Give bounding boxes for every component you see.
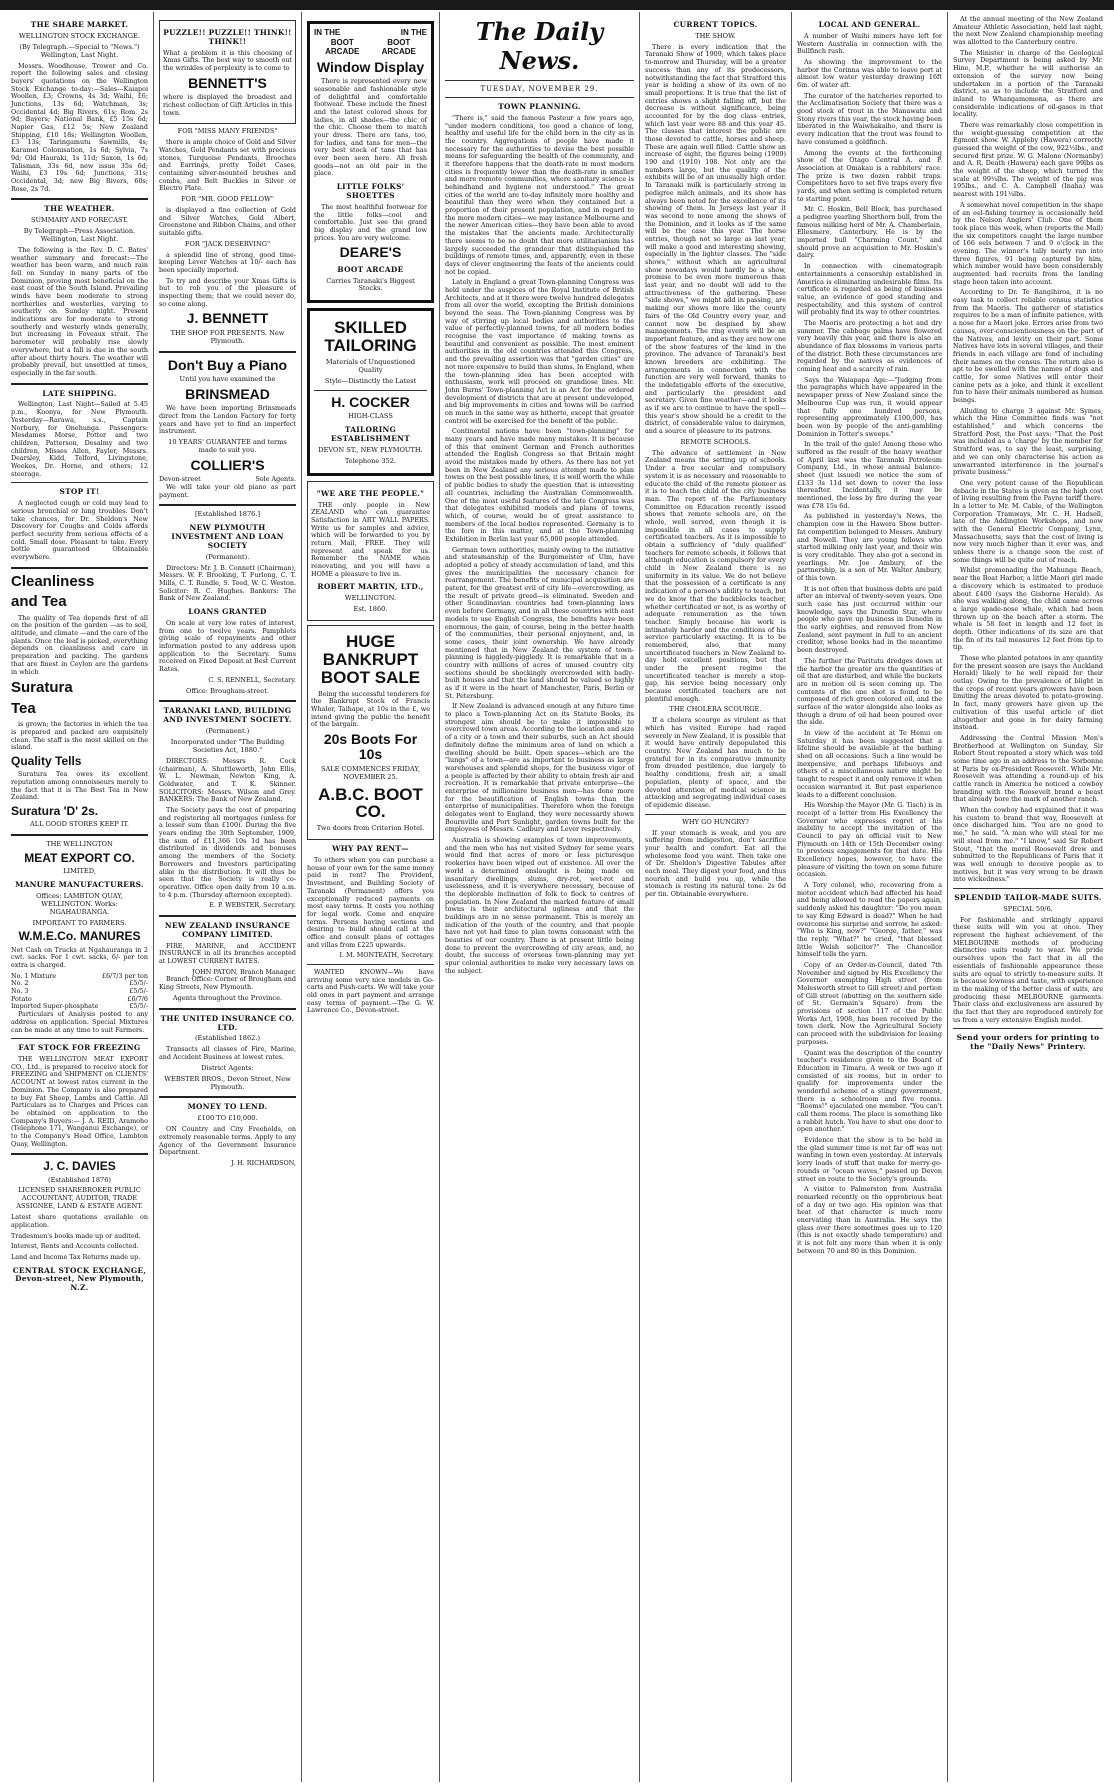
fat-stock-body: THE WELLINGTON MEAT EXPORT CO., Ltd., is prepared to receive stock for FREEZING and SHIPMENT on CLIENTS' ACCOUNT at lowest rates current in the Dominion. The Company is also prepared to buy Fat Sheep, Lambs and Cattle. All Particulars as to Charges and Prices can be obtained on application to the Company's Buyers:— J. A. REID, Aramoho (Telephone 171, Wanganui Exchange), or to the Company's Head Office, Lambton Quay, Wellington.	[11, 1055, 148, 1148]
issue-date: TUESDAY, NOVEMBER 29.	[480, 84, 599, 93]
paton: JOHN PATON, Branch Manager.	[192, 967, 296, 976]
united-body: Transacts all classes of Fire, Marine, and Accident Business at lowest rates.	[159, 1045, 296, 1062]
bankrupt-body: Being the successful tenderers for the Bankrupt Stock of Francis Whaler, Taihape, at 10s in the £, we intend giving the public the benefit of the bargain.	[311, 689, 430, 729]
taranaki-permanent: (Permanent.)	[205, 727, 250, 736]
hungry-subheading: WHY GO HUNGRY?	[682, 817, 749, 826]
established-1876: [Established 1876.]	[194, 510, 261, 519]
why-pay-rent-body: To others when you can purchase a house of your own for the same money paid in rent? The Provident, Investment, and Building Society of Taranaki (Permanent) offers you exceptionally reduced payments on most easy terms. It costs you nothing for legal work. Come and enquire terms. Persons having sections and desiring to build should call at the office and consult plans of cottages and villas from £225 upwards.	[307, 856, 434, 949]
telephone: Telephone 352.	[344, 456, 397, 465]
local-item: Whilst promenading the Mahunga Beach, near the Boat Harbor, a little Maori girl made a discovery which is estimated to produce about £400 (says the Gisborne Herald). As she was walking along, the child came across a large spade-nose whale, which had been thrown up on the beach after a storm. The whale is 58 feet in length and 12 feet in depth. Other indications of its size are that the fin of its tail measures 12 feet from tip to tip.	[953, 566, 1103, 652]
for-good-fellow-body: is displayed a fine collection of Gold and Silver Watches, Gold Albert, Greenstone and Ribbon Chains, and other suitable gifts.	[159, 205, 296, 237]
davies-item: Latest share quotations available on application.	[11, 1213, 148, 1229]
local-item: The Maoris are protecting a hot and dry summer. The cabbage palms have flowered very heavily this year, and there is also an abundance of flax blossoms in various parts of the district. Both these circumstances are regarded by the natives as evidences of coming heat and a scarcity of rain.	[797, 318, 942, 374]
style-line: Style—Distinctly the Latest	[324, 376, 417, 385]
richardson: J. H. RICHARDSON,	[231, 1159, 296, 1168]
divider	[445, 80, 634, 81]
for-good-fellow-head: FOR "MR. GOOD FELLOW"	[181, 194, 274, 203]
suratura-d-title: Suratura 'D' 2s.	[11, 803, 99, 818]
local-item: There was remarkably close competition in the weight-guessing competition at the Egmont show. W. Appleby (Hawera) correctly guessed the weight of the cow, 922½lbs., and secured first prize. W. G. Malone (Normanby) and A. R. Death (Hawera) each gave 99lbs as the weight of the sheep, which turned the scale at 99¼lbs. The weight of the pig was 195lbs., and C. A. Campbell (Inaha) was nearest with 191¼lbs.	[953, 120, 1103, 199]
important-farmers: IMPORTANT TO FARMERS.	[32, 918, 127, 927]
local-item: In the trail of the gale! Among those who suffered as the result of the heavy weather of April last was the Taranaki Petroleum Company, Ltd., in whose annual balance-sheet (just issued) we notice the sum of £133 3s 11d set down to cover the loss thereafter. Incidentally, it may be mentioned, the loss by fire during the year was £78 15s 6d.	[797, 440, 942, 510]
local-item: His Worship the Mayor (Mr. G. Tisch) is in receipt of a letter from His Excellency the Governor who expresses regret at his inability to accept the invitation of the Council to pay an official visit to New Plymouth on 14th or 15th December owing to previous engagements for that date. His Excellency hopes, however, to have the pleasure of visiting the town on some future occasion.	[797, 801, 942, 879]
devon-st: DEVON ST., NEW PLYMOUTH.	[318, 445, 423, 454]
local-item: According to Dr. Te Rangihiroa, it is no easy task to collect reliable census statistics from the Maoris. The gatherer of statistics requires to be a man of infinite patience, with a nose for a Maori joke. Errors arise from two causes, over-conscientiousness on the part of the Natives, and levity on their part. Some Natives have lots in several villages, and their friends in each village are fond of including their names on the census. The return also is apt to be swelled with the names of dogs and cattle, for some Natives will enter their canine pets as a joke, and think it excellent fun to have their animals numbered as human beings.	[953, 288, 1103, 404]
divider	[445, 97, 634, 98]
show-subheading: THE SHOW.	[695, 31, 736, 40]
divider	[11, 834, 148, 836]
local-general-heading: LOCAL AND GENERAL.	[818, 20, 921, 29]
local-item: The Minister in charge of the Geological Survey Department is being asked by Mr. Hine, M.P., whether he will authorise an extension of the survey now being undertaken in a portion of the Taranaki district, so as to include the Stratford and inland to Whangamomona, as there are considerable indications of oil-gases in that locality.	[953, 48, 1103, 119]
suratura-body: is grown; the factories in which the tea is prepared and packed are exquisitely clean. The staff is the most skilled on the island.	[11, 720, 148, 752]
local-item: Among the events at the forthcoming show of the Otago Central A. and P. Association at Omakau is a rabbiters' race. The prize is two dozen rabbit traps. Competitors have to set five traps every five yards, and when setting is completed return to starting point.	[797, 148, 942, 203]
cleanliness-title: Cleanliness	[11, 572, 95, 590]
local-item: Those who planted potatoes in any quantity for the present season are (says the Auckland Herald) likely to be well repaid for their outlay. Owing to the prevalence of blight in the crops of recent years growers have been limiting the areas devoted to potato-growing. In fact, many growers have given up the cultivation of this useful article of diet altogether and gone in for dairy farming instead.	[953, 654, 1103, 732]
editorial-paragraph: German town authorities, mainly owing to the initiative and statesmanship of the Burgomeister of Ulm, have adopted a policy of steady accumulation of land, and this gives the municipalities the necessary chance for rearrangement. The benefits of municipal acquisition are patent, for the greatest evil of city life—overcrowding, as the result of private greed—is eliminated. Sweden and other Scandinavian countries had town-planning laws even before Germany, and in all these countries with east models to use English Congress, the benefits have been enormous, the gain, of course, being in the better health of the communities, their personal enjoyment, and, in some cases, their joint ownership. We have already mentioned that in New Zealand the system of town-planning is higgledy-piggledy. It is remarkable that in a country with millions of acres of unused country city sections should be shockingly overcrowded with badly-built houses and that the land should be valued so highly as if it were in the heart of Manchester, Paris, Berlin or St. Petersburg.	[445, 545, 634, 700]
share-dateline: (By Telegraph.—Special to "News.") Wellington, Last Night.	[19, 42, 140, 59]
column-5-current-topics	[640, 12, 792, 1782]
money-amount: £100 TO £10,000.	[197, 1114, 258, 1123]
huge-bankrupt-title: HUGE BANKRUPT BOOT SALE	[320, 632, 421, 687]
bennetts-body: where is displayed the broadest and richest collection of Gift Articles in this town.	[163, 93, 292, 117]
we-are-the-people: "WE ARE THE PEOPLE."	[316, 488, 425, 498]
meat-offices: Offices: LAMBTON QUAY, WELLINGTON. Works: NGAHAURANGA.	[36, 891, 123, 916]
masthead-strip	[0, 0, 1114, 10]
in-the-row: IN THE IN THE	[314, 28, 427, 37]
sale-commences: SALE COMMENCES FRIDAY, NOVEMBER 25.	[320, 764, 421, 781]
local-item: One very potent cause of the Republican debacle in the States is given as the high cost of living resulting from the Payne tariff there. In a letter to Mr. M. Cable, of the Wellington Corporation Tramways, Mr. C. H. Hadsell, late of the Addington Workshops, and now with the General Electric Company, Lynn, Massachusetts, says that the cost of living is now very much higher than it ever was, and unless there is a change soon the cost of some things will be quite out of reach.	[953, 478, 1103, 564]
monteath: I. M. MONTEATH, Secretary.	[339, 951, 434, 960]
bankrupt-sale-ad	[307, 625, 434, 840]
cocker-ad	[307, 308, 434, 475]
cholera-subheading: THE CHOLERA SCOURGE.	[669, 705, 762, 714]
remote-schools-subheading: REMOTE SCHOOLS.	[680, 437, 751, 446]
local-item: Addressing the Central Mission Men's Brotherhood at Wellington on Sunday, Sir Robert Stout repeated a story which was told some time ago in an address to the Sorbonne at Paris by ex-President Roosevelt. While Mr. Roosevelt was attending a round-up of his cattle ranch in America he noticed a cowboy branding with the Roosevelt brand a beast that already bore the mark of another ranch.	[953, 733, 1103, 804]
boot-arcade-row: BOOT ARCADE BOOT ARCADE	[325, 37, 416, 57]
local-item: In connection with cinematograph entertainments a censorship established in America is eliminating undesirable films. Its certificate is regarded as being of business value, an evidence of good standing and respectability, and this system of control will probably find its way to other countries.	[797, 262, 942, 317]
local-item: The further the Paritutu dredges down at the harbor the greater are the quantities of oil that are disturbed, and while the buckets are in motion oil is seen coming up. The contents of the one shot is found to be composed of rich green colored oil, and the surface of the water alongside also looks as though a drum of oil had been poured over the side.	[797, 656, 942, 727]
deares-tagline: Carries Taranaki's Biggest Stocks.	[326, 276, 415, 293]
brinsmead-title: BRINSMEAD	[185, 385, 270, 402]
united-established: (Established 1862.)	[194, 1034, 261, 1043]
two-doors: Two doors from Criterion Hotel.	[316, 824, 425, 833]
and-tea-title: and Tea	[11, 593, 67, 611]
local-item: In view of the accident at Te Henui on Saturday it has been suggested that a lifeline should be available at the bathing shed on all occasions. Such a line would be inexpensive, and perhaps lifebuoys and others of a miscellaneous nature might be taught to respect it and only remove it when occasion warranted it. But past experience leads to a different conclusion.	[797, 729, 942, 799]
editorial-paragraph: Lately in England a great Town-planning Congress was held under the auspices of the Royal Institute of British Architects, and at it there were twelve hundred delegates from all over the world, excepting the British dominions beyond the seas. The Town-planning Congress was by way of stirring up local bodies and authorities to the value of perfectly-planned towns, for all modern bodies recognise the vast importance of making towns as beautiful and convenient as possible. The most eminent authorities in the old countries attended this Congress, and the prevailing assertion was that "garden cities" are not more expensive to build than slums. In England, when the town-planning idea has been accepted with enthusiasm, work will proceed on grandiose lines. Mr. John Burns' Town-planning Act is an Act for the ordered development of districts that are at present undeveloped, and big improvements in cities and towns will be carried on much in the same way as hitherto, except that greater control will be exercised for the benefit of the public.	[445, 278, 634, 425]
local-item: At the annual meeting of the New Zealand Amateur Athletic Association, held last night, the next New Zealand championship meeting was allotted to the Canterbury centre.	[953, 15, 1103, 47]
deares-arcade: BOOT ARCADE	[337, 264, 404, 274]
splendid-suits-heading: SPLENDID TAILOR-MADE SUITS.	[954, 892, 1102, 902]
special-price: SPECIAL 59/6.	[1003, 904, 1053, 913]
martin-est: Est. 1860.	[353, 605, 388, 614]
newspaper-page	[6, 12, 1108, 1782]
for-jack-body: a splendid line of strong, good time-keeping Lever Watches at 10/- each has been specially imported.	[159, 250, 296, 274]
local-item: Quaint was the description of the country teacher's residence given to the Board of Education in Timaru. A week or two ago it consisted of six rooms, but in order to qualify for improvements under the wonderful scheme of a stingy government, there is a schoolroom and five rooms. "Rooms!" ejaculated one member. "You can't call them rooms. The place is something like a rabbit hutch. You have to shut one door to open another."	[797, 1048, 942, 1134]
weather-report: The following is the Rev. D. C. Bates' weather summary and forecast:—The weather has been warm, and much rain fell on Sunday in many parts of the Dominion, proving most beneficial on the east coast of the South Island. Prevailing winds have been moderate to strong northerlies and westerlies, varying to southerly on Sunday night. Present indications are for moderate to strong southerly and westerly winds generally, but increasing in Foveaux strait. The barometer will probably rise slowly everywhere, but a fall is due in the south after about thirty hours. The weather will probably prevail, but unsettled at times, especially in the far south.	[11, 245, 148, 377]
editorial-paragraph: "There is," said the famous Pasteur a few years ago, "under modern conditions, too good a chance of long, healthy and useful life for the child born in the city as in the country. Aggregations of people have made it necessary for the authorities to devise the best possible means for safeguarding the health of the community, and it therefore happens that the death-rate in most modern cities is frequently lower than the death-rate in smaller and more remote communities, where sanitary science is behindhand and hygiene not understood." The great cities of the world are to-day infinitely more healthy and beautiful than they were when they contained but a proportion of their present population, and in regard to the more modern cities—we may instance Melbourne and the newer American cities—they have been able to avoid the mistakes that the ancients made. Architecturally there seems to be no doubt that more utilitarianism has largely succeeded the grandeur that distinguished the buildings of remote times, and, apparently, even in these days of clever engineering the feats of the ancients could not be copied.	[445, 113, 634, 276]
j-bennett-title: J. BENNETT	[186, 310, 269, 327]
quality-body: Suratura Tea owes its excellent reputation among connoisseurs merely to the fact that it is The Best Tea in New Zealand.	[11, 770, 148, 802]
meat-pre: THE WELLINGTON	[46, 839, 113, 848]
colliers-title: COLLIER'S	[190, 456, 265, 473]
column-4-editorial	[440, 12, 640, 1782]
martin-place: WELLINGTON.	[344, 594, 397, 603]
price-row: No. 3 £5/5/-	[11, 987, 148, 996]
divider	[11, 567, 148, 569]
materials-line: Materials of Unquestioned Quality	[325, 358, 416, 374]
tailoring-establishment: TAILORING ESTABLISHMENT	[331, 425, 410, 443]
shipping-report: Wellington, Last Night—Sailed at 5.45 p.m., Koonya, for New Plymouth. Yesterday—Rarawa, s.s., Captain Norbury, for Onehunga. Passengers: Mesdames Morse, Potter and two children, Patterson, Desalmy and two children, Misses Allen, Fayler, Messrs. Dearsley, Kidd, Telford, Livingstone, Weekes, Dr. Horne, and others; 12 steerage.	[11, 400, 148, 478]
share-market-heading: THE SHARE MARKET.	[30, 20, 129, 29]
loans-granted: LOANS GRANTED	[188, 607, 267, 617]
shop-for-presents: THE SHOP FOR PRESENTS. New Plymouth.	[170, 328, 285, 345]
local-item: As published in yesterday's News, the champion cow in the Hawera Show butter-fat competition belonged to Messrs. Ambury and Nowell. They are young fellows who started milking only last year, and their win is very creditable. They also got a second in yearlings. Mr. Joe Ambury, of the partnership, is a son of Mr. Walter Ambury, of this town.	[797, 512, 942, 582]
divider	[159, 1096, 296, 1098]
local-item: A visitor to Palmerston from Australia remarked recently on the opprobrious heat of a day or two ago. His opinion was that heat of that character is much more enervating than in Australia. He says the glass over there sometimes goes up to 120 (this is not exactly shade temperature) and it is not felt any more than when it is only between 70 and 80 in this Dominion.	[797, 1185, 942, 1255]
weather-heading: THE WEATHER.	[44, 204, 115, 214]
nz-insurance-agents: Agents throughout the Province.	[172, 993, 283, 1002]
dont-buy-piano: Don't Buy a Piano	[167, 356, 288, 373]
puzzle-title: PUZZLE!! PUZZLE!! THINK!! THINK!!	[163, 28, 292, 46]
webster-bros: WEBSTER BROS., Devon Street, New Plymouth.	[164, 1074, 291, 1091]
nz-insurance-title: NEW ZEALAND INSURANCE COMPANY LIMITED.	[164, 920, 291, 939]
martin-name: ROBERT MARTIN, LTD.,	[317, 582, 424, 592]
for-many-friends-body: there is ample choice of Gold and Silver Watches, Gold Pendants set with precious stones, Turquoise Pendants, Brooches and Earrings, pretty Toilet Cases, containing silver-mounted brushes and combs, and Belt Buckles in Silver or Electro Plate.	[159, 138, 296, 193]
wanted-known: WANTED KNOWN—We have arriving some very nice models in Go-carts and Push-carts. We will take your old ones in part payment and arrange easy terms of payment.—The G. W. Lawrence Co., Devon-street.	[307, 968, 434, 1015]
current-topics-heading: CURRENT TOPICS.	[673, 20, 758, 29]
weather-dateline: By Telegraph—Press Association. Wellington, Last Night.	[23, 227, 136, 243]
rennell: C. S. RENNELL, Secretary.	[208, 675, 296, 684]
fat-stock-heading: FAT STOCK FOR FREEZING	[18, 1043, 141, 1053]
column-2	[154, 12, 302, 1782]
martin-ad	[307, 481, 434, 621]
divider	[953, 888, 1103, 889]
remote-schools-article: The advance of settlement in New Zealand means the setting up of schools. Under a free secular and compulsory system it is as necessary and reasonable to educate the child of the remote pioneer as it is to teach the child of the city business man. The report of the Parliamentary Committee on Education recently issued shows that remote schools are, on the whole, well served, even though it is impossible in all cases to supply certificated teachers. As it is impossible to obtain a sufficiency of "duly qualified" teachers for remote schools, it follows that although education is compulsory for every child in New Zealand there is no uniformity in its value. We do not believe that the possession of a certificate is any indication of a person's ability to teach, but we do know that the backblocks teacher, whether certificated or not, is as worthy of adequate remuneration as the town teacher. Simply because his work is intimately harder and the conditions of his service particularly exacting. It is to be remembered, also, that many uncertificated teachers in New Zealand to-day hold excellent positions, but that under the present regime the uncertificated teacher is merely a stop-gap, his service being necessary only because certificated teachers are not plentiful enough.	[645, 448, 786, 703]
divider	[645, 814, 786, 815]
stock-exchange-subheading: WELLINGTON STOCK EXCHANGE.	[19, 31, 140, 40]
skilled-tailoring-title: SKILLED TAILORING	[324, 318, 417, 356]
try-describe: To try and describe your Xmas Gifts is but to rob you of the pleasure of inspecting them; that we could never do, so come along.	[159, 276, 296, 308]
davies-item: Interest, Rents and Accounts collected.	[11, 1242, 139, 1251]
quality-tells-title: Quality Tells	[11, 753, 82, 768]
npi-permanent: (Permanent).	[205, 552, 250, 561]
window-display-body: There is represented every new seasonable and fashionable style of delightful and comfortable footwear. These include the finest and the latest colored shoes for ladies, in all shades—the chic of the chic. Choose them to match your dress. There are tans, too, for ladies, and tans for men—the very best stock of tans that has ever been seen here. All fresh goods—not an old pair in the place.	[314, 77, 427, 178]
nz-insurance-office: Branch Office: Corner of Brougham and King Streets, New Plymouth.	[159, 975, 296, 992]
divider	[159, 915, 296, 917]
price-row: Imported Super-phosphate £5/5/-	[11, 1002, 148, 1011]
central-exchange: CENTRAL STOCK EXCHANGE, Devon-street, New Plymouth, N.Z.	[12, 1265, 147, 1293]
taranaki-incorporated: Incorporated under "The Building Societies Act, 1880."	[170, 738, 285, 754]
divider	[11, 198, 148, 200]
for-jack-head: FOR "JACK DESERVING"	[184, 239, 271, 248]
local-item: As showing the improvement to the harbor the Corinna was able to leave port at almost low water yesterday drawing 16ft 6in. of water aft.	[797, 57, 942, 89]
local-item: A number of Waihi miners have left for Western Australia in connection with the Bullfinch rush.	[797, 31, 942, 56]
local-item: Says the Waiapapa Age:—"Judging from the paragraphs which have appeared in the newspaper press of New Zealand since the Melbourne Cup was run, it would appear that fully one hundred persons, representing approximately £100,000, has been won by people of the anti-gambling Dominion in Totter's sweeps."	[797, 375, 942, 438]
column-1	[6, 12, 154, 1782]
local-item: The curator of the hatcheries reported to the Acclimatisation Society that there was a good stock of trout in the Manawatu and Stony rivers this year, the stock having been liberated in the Waiwhakaiho, and there is every indication that the trout was found to have consumed a goldfinch.	[797, 91, 942, 146]
little-folks-title: LITTLE FOLKS' SHOETTES	[336, 182, 405, 200]
puzzle-ad	[159, 20, 296, 124]
divider	[11, 482, 148, 483]
brougham-office: Office: Brougham-street.	[186, 686, 269, 695]
davies-licence: LICENSED SHAREBROKER PUBLIC ACCOUNTANT, AUDITOR, TRADE ASSIGNEE, LAND & ESTATE AGENT.	[16, 1186, 143, 1211]
divider	[11, 1038, 148, 1039]
local-item: Mr. C. Hoskin, Bell Block, has purchased a pedigree yearling Shorthorn bull, from the famous milking herd of Mr. A. Chamberlain, Ellesmere, Canterbury. He is by the imported bull "Charming Count," and should prove an acquisition to Mr. Hoskin's dairy.	[797, 205, 942, 260]
bennetts-title: BENNETT'S	[188, 74, 267, 91]
npi-title: NEW PLYMOUTH INVESTMENT AND LOAN SOCIETY	[171, 523, 284, 550]
divider	[314, 390, 427, 391]
district-agents: District Agents:	[201, 1063, 254, 1072]
little-folks-body: The most healthful footwear for the little folks—cool and comfortable. Just see the grand big display and the grand low prices. You are very welcome.	[314, 202, 427, 242]
newspaper-nameplate: The Daily News.	[475, 17, 604, 75]
suratura-tea-title: Tea	[11, 699, 36, 717]
price-row: No. 1 Mixture £6/7/3 per ton	[11, 971, 148, 980]
meat-export-title: MEAT EXPORT CO.	[24, 850, 135, 865]
stop-it-ad: A neglected cough or cold may lead to serious bronchial or lung troubles. Don't take chances, for Dr. Sheldon's New Discovery for Coughs and Colds affords perfect security from serious effects of a cold. Small dose. Pleasant to take. Every bottle guaranteed Obtainable everywhere.	[11, 499, 148, 561]
cleanliness-body: The quality of Tea depends first of all on the position of the garden —as to soil, altitude, and climate —and the care of the plants. Once the leaf is picked, everything depends on cleanliness and care in preparation and packing. The gardens that are finest in Ceylon are the gardens in which	[11, 613, 148, 676]
divider	[953, 1028, 1103, 1029]
guarantee: 10 YEARS' GUARANTEE and terms made to suit you.	[168, 438, 287, 454]
local-item: A Tory colonel, who, recovering from a motor accident which had affected his head and being allowed to read the papers again, suddenly asked his daughter: "Do you mean to say King Edward is dead?" When he had overcome his surprise and sorrow, he asked: "Who is King, now?" "George, father," was the reply. "What?" he cried, "that blessed little Welsh solicitor?" The Chancellor himself tells the yarn.	[797, 881, 942, 959]
divider	[159, 504, 296, 506]
colliers-address-row: Devon-street Sole Agents.	[159, 475, 296, 484]
local-item: Evidence that the show is to be held in the glad summer time is not far off was not wanting in town even yesterday. At intervals lorry loads of stuff that make for merry-go-rounds or "ocean waves," passed up Devon street en route to the Society's grounds.	[797, 1136, 942, 1183]
divider	[11, 1153, 148, 1155]
editorial-paragraph: Continental nations have been "town-planning" for many years and have made many mistakes. It is because of this that eminent German and French authorities attended the English Congress so that Britain might avoid the mistakes made by others. As there has not yet been in New Zealand any serious attempt made to plan towns on the best possible lines, it is well worth the while of public bodies to study the question that is interesting all countries, including the Australian Commonwealth. One of the most useful features of the late Congress was that delegates exhibited models and plans of towns, which, of course, would be of great assistance to members of the local bodies represented. Germany is to the fore in this matter, and at the Town-planning Exhibition in Berlin last year 65,000 people attended.	[445, 427, 634, 543]
npi-directors: Directors: Mr. J. B. Connett (Chairman), Messrs. W. F. Brooking, T. Furlong, C. T. Mills, C. T. Rundle, S. Teed, W. C. Weston. Solicitor: R. C. Hughes. Bankers: The Bank of New Zealand.	[159, 563, 296, 603]
puzzle-body: What a problem it is this choosing of Xmas Gifts. The best way to smooth out the wrinkles of perplexity is to come to	[163, 48, 292, 73]
weather-subheading: SUMMARY AND FORECAST.	[30, 216, 129, 225]
splendid-suits-body: For fashionable and strikingly apparel these suits will win you at once. They represent the highest achievement of the MELBOURNE methods of producing distinctive suits ready to wear. We pride ourselves upon the fact that in all the essentials of fashionable appearance these suits are equal to strictly to-measure suits. It is because lowness and taste, with experience in the making of the better class of suits, are producing these MELBOURNE garments. Their class and exclusiveness are assured by the fact that they are reproduced entirely for us from a very extensive English model.	[953, 915, 1103, 1024]
for-many-friends-head: FOR "MISS MANY FRIENDS"	[177, 127, 278, 136]
davies-item: Tradesmen's books made up or audited.	[11, 1231, 141, 1240]
local-item: It is not often that business debts are paid after an interval of twenty-seven years. One such case has just occurred within our knowledge, says the Dunedin Star, where people who gave up business in Dunedin in the early eighties, and removed from New Zealand, sent payment in full to an ancient creditor, whose books had in the meantime been destroyed.	[797, 584, 942, 655]
abc-boot-title: A.B.C. BOOT CO.	[318, 784, 423, 822]
old-piano: We will take your old piano as part payment.	[159, 482, 296, 499]
deares-title: DEARE'S	[339, 244, 402, 261]
davies-item: Land and Income Tax Returns made up.	[11, 1252, 141, 1261]
davies-established: (Established 1876)	[48, 1175, 111, 1184]
loans-body: On scale at very low rates of interest, from one to twelve years. Pamphlets giving scale of repayments and other information posted to any address upon application to the Secretary. Sums received on Fixed Deposit at Best Current Rates.	[159, 619, 296, 674]
divider	[159, 700, 296, 702]
analysis-note: Particulars of Analysis posted to any address on application. Special Mixtures can be made at any time to suit Farmers.	[11, 1010, 148, 1034]
meat-limited: LIMITED,	[63, 867, 96, 876]
column-6-local-general	[792, 12, 948, 1782]
cholera-article: If a cholera scourge as virulent as that which has visited Europe had raged severely in New Zealand, it is possible that it would have entirely depopulated this country. New Zealand has much to be grateful for in its comparative immunity from dreaded pestilence, due largely to healthy conditions, fresh air, a small population, plenty of space, and the devoted attention of medical science in attacking and segregating individual cases of epidemic disease.	[645, 716, 786, 809]
printing-orders: Send your orders for printing to the "Daily News" Printery.	[956, 1033, 1100, 1052]
local-item: Alluding to charge 3 against Mr. Symes, which the Hine Committee finds was "not established," and which concerns the Stratford Post, the Post says: "That the Post was included as a 'charge' by the member for Stratford was, to say the least, surprising, and we can only characterise his action as unwarranted interference in the journal's private business."	[953, 406, 1103, 477]
editorial-paragraph: Australia is showing examples of town improvements, and the men who has not visited Sydney for some years would find that acres of more or less picturesque rookeries have been wiped out of existence. All over the world a determined onslaught is being made on insanitary dwellings, slums, dry-rot, wet-rot and uselessness, and it is everywhere necessary, because of the deplorable inclination of folk to flock to centres of population. In New Zealand the marked feature of small towns is their architectural ugliness and that the buildings are in no sense permanent. This is merely an indication of the youth of the country, and that people have not yet had time to plan towns consonant with the beauties of our country. There is at present little being done to prevent the overcrowding of city areas, and, no doubt, the success of overseas town-planning may yet spur colonial authorities to make very necessary laws on the subject.	[445, 836, 634, 975]
why-pay-rent: WHY PAY RENT—	[332, 844, 409, 854]
manure-price-list	[11, 973, 148, 1011]
high-class: HIGH-CLASS	[348, 412, 393, 421]
show-article: There is every indication that the Taranaki Show of 1909, which takes place to-morrow and Thursday, will be a greater success than any of its predecessors, notwithstanding the fact that Stratford this year is holding a show of its own of no small proportions. It is true that the list of entries shows a slight falling off, but the decrease is without significance, being accounted for by the dog class entries, which last year were 88 and this year 45. The classes that interest the public are those devoted to cattle, horses and sheep. These are again well filled. Cattle show an increase of eight, the figures being (1909) 190 and (1910) 198. Not only are the numbers large, but the quality of the exhibits will be of an unusually high order. In Taranaki milk is particularly strong in pedigree milch animals, and its show has always been noted for the excellence of its showing of them. In Jerseys last year it was second to none among the shows of the Dominion, and it looks as if the same will be the case this year. The horse entries, though not so large as last year, will make a good and interesting showing, especially in the lighter classes. The "side shows," without which an agricultural show nowadays would hardly be a show, promise to be even more numerous than last year, and no doubt will add to the attractiveness of the gathering. These "side shows," we might add in passing, are making our shows more like the county fairs of the Old Country every year, and cannot now be despised by show managements. The ring events will be an important feature, and as they are now one of the show features of the kind in the province. The advance of Taranaki's best known breeders are exhibiting. The arrangements in connection with the function are very well forward, thanks to the indefatigable efforts of the executive, and particularly the president and secretary. Given fine weather—and it looks as if we are to continue to have the spell—this year's show should be a credit to the district, of considerable value to dairymen, and a source of pleasure to its patrons.	[645, 42, 786, 436]
nz-insurance-body: FIRE, MARINE, and ACCIDENT INSURANCE in all its branches accepted at LOWEST CURRENT RATES.	[159, 941, 296, 966]
brinsmead-body: We have been importing Brinsmeads direct from the London Factory for forty years and have yet to find an imperfect instrument.	[159, 404, 296, 436]
divider	[159, 1008, 296, 1010]
window-display-title: Window Display	[316, 58, 425, 75]
hungry-ad: If your stomach is weak, and you are suffering from indigestion, don't sacrifice your health and comfort. Eat all the wholesome food you want. Then take one of Dr. Sheldon's Digestive Tabules after each meal. They digest your food, and thus nourish and build you up, while the stomach is resting its natural tone. 2s 6d per tin. Obtainable everywhere.	[645, 828, 786, 898]
money-to-lend: MONEY TO LEND.	[187, 1102, 268, 1112]
column-7	[948, 12, 1108, 1782]
editorial-paragraph: If New Zealand is advanced enough at any future time to place a Town-planning Act on its Statute Books, its strongest aim should be to make it impossible to overcrowd town areas. According to the location and size of a city or a town and their suburbs, such an Act should definitely define the minimum area of land on which a dwelling should be built. Open spaces—which are the "lungs" of a town—are as important to business as large warehouses and splendid shops, for the business vigor of a people is affected by their ability to obtain fresh air and recreation. It is remarkable that private enterprise—the enterprise of millionaire business men—has done more for the beautification of English towns than the enterprise of municipalities. Therefore when the foreign delegates went to England, they were necessarily shown Bournville and Port Sunlight, garden towns built for the employees of Messrs. Cadbury and Lever respectively.	[445, 702, 634, 834]
editorial-heading: TOWN PLANNING.	[498, 101, 581, 111]
price-row: No. 2 £5/5/-	[11, 979, 148, 988]
webster: E. P. WEBSTER, Secretary.	[209, 901, 296, 910]
twenty-shilling-boots: 20s Boots For 10s	[323, 731, 418, 763]
taranaki-society-title: TARANAKI LAND, BUILDING AND INVESTMENT SOCIETY.	[163, 706, 292, 725]
wmeco-terms: Net Cash on Trucks at Ngahauranga in 2 cwt. sacks. For 1 cwt. sacks, 6/- per ton extra is charged.	[11, 945, 148, 970]
share-report: Messrs. Woodhouse, Trower and Co. report the following sales and closing buyers' quotations on the Wellington Stock Exchange to-day:—Sales—Kaiapoi Woollen, £3; Crowns, 4s 3d; Waihi, £6; Junctions, 13s 6d; Watchman, 3s; Occidental 4d; Big Rivers, 61s; Rom. 2s 9d; Bayers; National Bank, £5 15s 6d; Napier Gas, £12 5s; New Zealand Shipping, £10 18s; Wellington Woollen, £3 13s; Taringamutu Sawmills, 4s; Karamel Colonisation, 1s 6d; Sylvia, 7s 9d; Old Hauraki, 1s 11d; Saxon, 1s 6d; Talisman, 33s 6d, new issue 35s 6d; Waihi, £3 19s 6d; Junctions, 31s; Occidental, 3d; new Big Rivers, 60s; Rose, 2s 7d.	[11, 61, 148, 193]
shipping-heading: LATE SHIPPING.	[42, 388, 117, 398]
price-row: Potato £6/7/6	[11, 994, 148, 1003]
money-body: ON Country and City Freeholds, on extremely reasonable terms. Apply to any Agency of the Government Insurance Department.	[159, 1125, 296, 1157]
cocker-title: H. COCKER	[331, 393, 410, 410]
wmeco-manures: W.M.E.Co. MANURES	[18, 929, 141, 944]
until-examined: Until you have examined the	[179, 374, 276, 383]
column-3	[302, 12, 440, 1782]
taranaki-directors: DIRECTORS: Messrs R. Cock (chairman), A. Shuttleworth, John Ellis, W. L. Newman, Newton King, A. Goldwater, and T. K. Skinner. SOLICITORS: Messrs. Wilson and Grey. BANKERS: The Bank of New Zealand.	[159, 756, 296, 804]
local-item: Copy of an Order-in-Council, dated 7th November and signed by His Excellency the Governor exempting High street (from Molesworth street to Gill street) and portion of Gill street (abutting on the southern side of St. Germain's Square) from the provisions of section 117 of the Public Works Act, 1908, has been received by the town clerk. Now the Agricultural Society can proceed with the subdivision for leasing purposes.	[797, 960, 942, 1046]
divider	[307, 964, 434, 965]
local-item: When the cowboy had explained that it was his custom to brand that way, Roosevelt at once discharged him. "You are no good to me," he said. "A man who will steal for me will steal from me." "I know," said Sir Robert Stout, "that the moral Roosevelt drew and submitted to the Republicans of Paris that it was well enough to deceive people as to motives, but it was very wrong to be drawn into wickedness."	[953, 806, 1103, 884]
boot-arcade-ad	[307, 21, 434, 303]
martin-body: THE only people in New ZEALAND who can guarantee Satisfaction in ART WALL PAPERS. Write us for samples and advice, which will be forwarded to you by return Mail, FREE. They will represent and speak for us. Remember the NAME when renovating, and you will have a HOME a pleasure to live in.	[311, 500, 430, 578]
taranaki-body: The Society pays the cost of preparing and registering all mortgages (unless for a lesser sum than £100). During the five years ending the 30th September, 1909, the sum of £11,366 10s 1d has been distributed in dividends and bonuses among the members of the Society. Borrowers and Investors participating alike in the distribution. It will thus be seen that the Society is really co-operative. Office open daily from 10 a.m. to 4 p.m. (Thursday afternoon excepted).	[159, 806, 296, 899]
suratura-title: Suratura	[11, 679, 73, 697]
divider	[159, 351, 296, 353]
davies-title: J. C. DAVIES	[43, 1159, 116, 1174]
local-item: A somewhat novel competition in the shape of an eel-fishing tourney is occasionally held by the Nelson Anglers' Club. One of them took place this week, when (reports the Mail) the six competitors caught the large number of 166 eels between 7 and 9 o'clock in the evening. The winner's tally nearly ran into three figures, 91 being captured by him, which number would have been considerably augmented had recruits from the landing stage been taken into account.	[953, 200, 1103, 286]
manure-manufacturers: MANURE MANUFACTURERS.	[15, 879, 144, 889]
divider	[11, 383, 148, 385]
united-insurance-title: THE UNITED INSURANCE CO. LTD.	[160, 1013, 295, 1032]
stop-it-heading: STOP IT!	[59, 487, 100, 497]
good-stores: ALL GOOD STORES KEEP IT.	[29, 820, 129, 829]
